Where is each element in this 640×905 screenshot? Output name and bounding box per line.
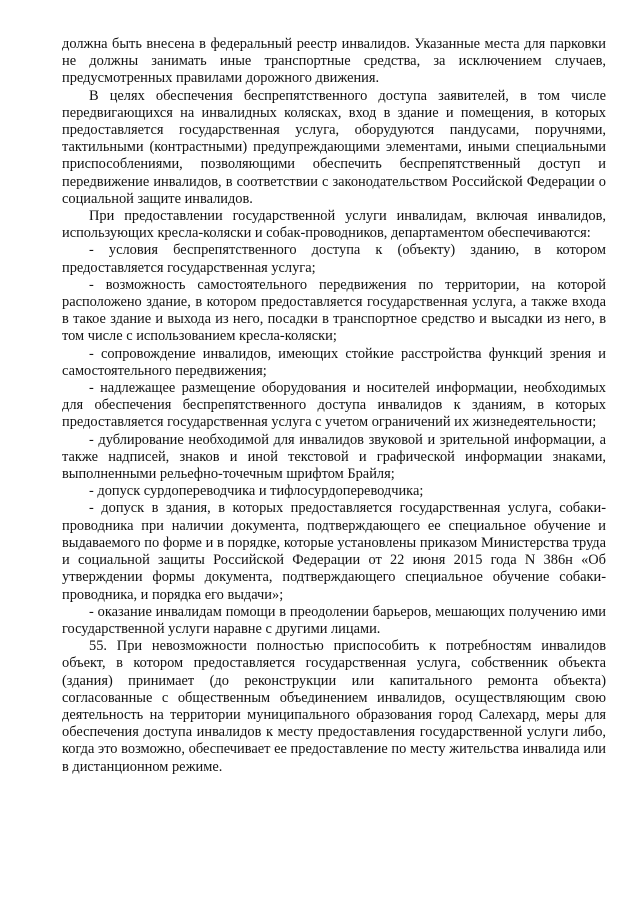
list-item-access-conditions: - условия беспрепятственного доступа к (объекту) зданию, в котором предоставляется государственная услуга; [62, 242, 606, 276]
paragraph-services-intro: При предоставлении государственной услуги инвалидам, включая инвалидов, использующих кресла-коляски и собак-проводников, департаментом обеспечиваются: [62, 208, 606, 242]
list-item-sign-interpreter: - допуск сурдопереводчика и тифлосурдопереводчика; [89, 483, 424, 500]
list-item-barrier-assistance: - оказание инвалидам помощи в преодолении барьеров, мешающих получению ими государственной услуги наравне с другими лицами. [62, 603, 606, 637]
list-item-braille-duplication: - дублирование необходимой для инвалидов звуковой и зрительной информации, а также надписей, знаков и иной текстовой и графической информации знаками, выполненными рельефно-точечным шрифтом Брайля; [62, 431, 606, 483]
paragraph-parking-continuation: должна быть внесена в федеральный реестр инвалидов. Указанные места для парковки не должны занимать иные транспортные средства, за исключением случаев, предусмотренных правилами дорожного движения. [62, 36, 606, 87]
list-item-independent-movement: - возможность самостоятельного передвижения по территории, на которой расположено здание, в котором предоставляется государственная услуга, а также входа в такое здание и выхода из него, посадки в транспортное средство и высадки из него, в том числе с использованием кресла-коляски; [62, 276, 606, 345]
list-item-guide-dog: - допуск в здания, в которых предоставляется государственная услуга, собаки-проводника при наличии документа, подтверждающего ее специальное обучение и выдаваемого по форме и в порядке, которые установлены приказом Министерства труда и социальной защиты Российской Федерации от 22 июня 2015 года N 386н «Об утверждении формы документа, подтверждающего специальное обучение собаки-проводника, и порядка его выдачи»; [62, 500, 606, 603]
list-item-escort: - сопровождение инвалидов, имеющих стойкие расстройства функций зрения и самостоятельного передвижения; [62, 345, 606, 379]
list-item-equipment-placement: - надлежащее размещение оборудования и носителей информации, необходимых для обеспечения беспрепятственного доступа инвалидов к зданиям, в которых предоставляется государственная услуга с учетом ограничений их жизнедеятельности; [62, 380, 606, 431]
paragraph-55: 55. При невозможности полностью приспособить к потребностям инвалидов объект, в котором предоставляется государственная услуга, собственник объекта (здания) принимает (до реконструкции или капитального ремонта объекта) согласованные с общественным объединением инвалидов, осуществляющим свою деятельность на территории муниципального образования город Салехард, меры для обеспечения доступа инвалидов к месту предоставления государственной услуги либо, когда это возможно, обеспечивает ее предоставление по месту жительства инвалида или в дистанционном режиме. [62, 638, 606, 775]
document-page [62, 36, 606, 776]
paragraph-accessibility-equipment: В целях обеспечения беспрепятственного доступа заявителей, в том числе передвигающихся на инвалидных колясках, вход в здание и помещения, в которых предоставляется государственная услуга, оборудуются пандусами, поручнями, тактильными (контрастными) предупреждающими элементами, иными специальными приспособлениями, позволяющими обеспечить беспрепятственный доступ и передвижение инвалидов, в соответствии с законодательством Российской Федерации о социальной защите инвалидов. [62, 87, 606, 207]
